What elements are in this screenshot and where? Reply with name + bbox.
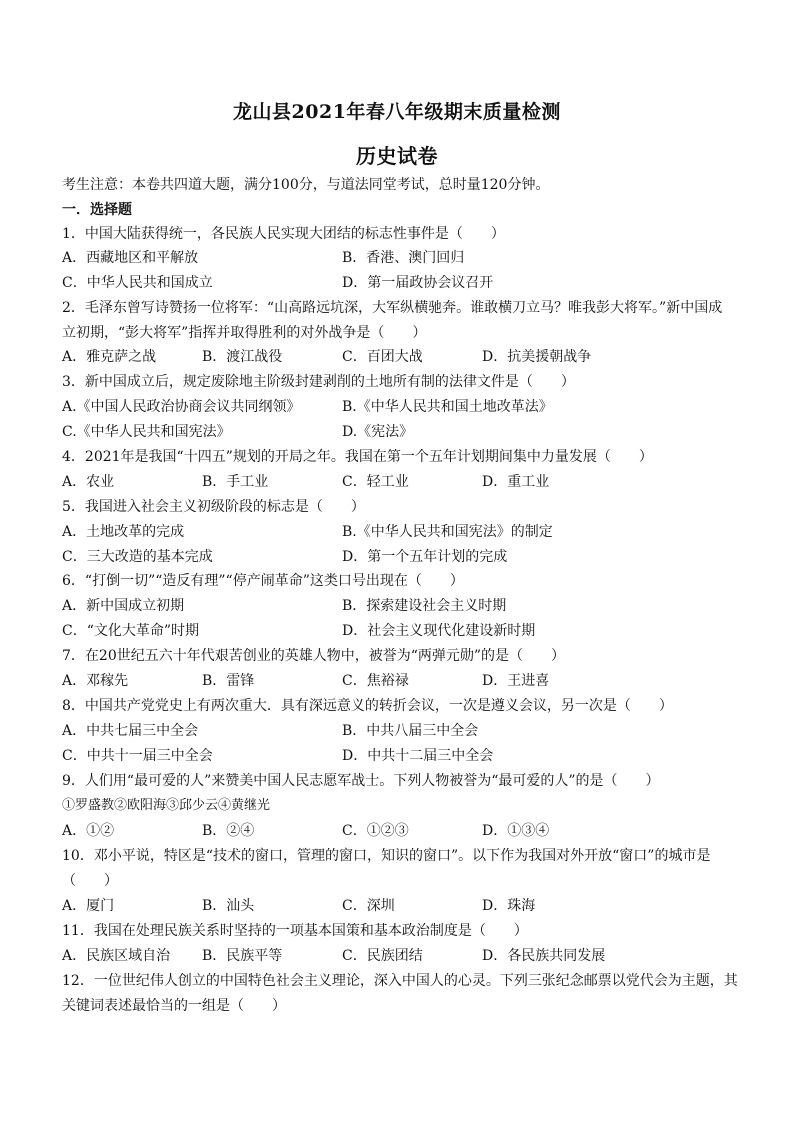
- question-1-option-b: B．香港、澳门回归: [342, 250, 465, 266]
- question-10-option-d: D．珠海: [482, 898, 536, 914]
- question-3-option-b: B.《中华人民共和国土地改革法》: [342, 399, 553, 415]
- section-title: 一．选择题: [62, 202, 132, 218]
- question-9-option-a: A．①②: [62, 823, 115, 839]
- question-11-option-a: A．民族区域自治: [62, 948, 171, 964]
- question-9-option-c: C．①②③: [342, 823, 409, 839]
- question-5-option-a: A．土地改革的完成: [62, 524, 185, 540]
- question-11-option-c: C．民族团结: [342, 948, 423, 964]
- question-6-stem: 6．“打倒一切”“造反有理”“停产闹革命”这类口号出现在（ ）: [62, 573, 464, 589]
- exam-subtitle: 历史试卷: [356, 144, 438, 168]
- question-9-option-b: B．②④: [202, 823, 255, 839]
- question-1-option-c: C．中华人民共和国成立: [62, 275, 213, 291]
- question-2-option-c: C．百团大战: [342, 349, 423, 365]
- question-3-option-a: A.《中国人民政治协商会议共同纲领》: [62, 399, 301, 415]
- question-8-option-b: B．中共八届三中全会: [342, 723, 479, 739]
- question-8-option-c: C．中共十一届三中全会: [62, 748, 213, 764]
- question-5-option-b: B.《中华人民共和国宪法》的制定: [342, 524, 553, 540]
- question-4-option-b: B．手工业: [202, 474, 269, 490]
- question-10-option-c: C．深圳: [342, 898, 395, 914]
- question-11-stem: 11．我国在处理民族关系时坚持的一项基本国策和基本政治制度是（ ）: [62, 923, 528, 939]
- question-7-option-b: B．雷锋: [202, 673, 255, 689]
- question-8-option-a: A．中共七届三中全会: [62, 723, 199, 739]
- question-6-option-b: B．探索建设社会主义时期: [342, 598, 507, 614]
- question-4-option-c: C．轻工业: [342, 474, 409, 490]
- question-7-option-a: A．邓稼先: [62, 673, 129, 689]
- question-8-stem: 8．中国共产党党史上有两次重大．具有深远意义的转折会议，一次是遵义会议，另一次是（ ）: [62, 698, 673, 714]
- question-11-option-d: D．各民族共同发展: [482, 948, 606, 964]
- question-5-option-d: D．第一个五年计划的完成: [342, 549, 508, 565]
- question-8-option-d: D．中共十二届三中全会: [342, 748, 494, 764]
- question-6-option-d: D．社会主义现代化建设新时期: [342, 623, 536, 639]
- question-2-option-a: A．雅克萨之战: [62, 349, 157, 365]
- question-6-option-a: A．新中国成立初期: [62, 598, 185, 614]
- question-4-option-d: D．重工业: [482, 474, 550, 490]
- exam-notice: 考生注意：本卷共四道大题，满分100分，与道法同堂考试，总时量120分钟。: [62, 177, 550, 193]
- question-4-stem: 4．2021年是我国“十四五”规划的开局之年。我国在第一个五年计划期间集中力量发展（ ）: [62, 449, 653, 465]
- exam-title: 龙山县2021年春八年级期末质量检测: [233, 101, 561, 123]
- question-9-option-d: D．①③④: [482, 823, 550, 839]
- question-10-stem-cont: （ ）: [62, 873, 118, 889]
- question-2-option-d: D．抗美援朝战争: [482, 349, 592, 365]
- question-7-stem: 7．在20世纪五六十年代艰苦创业的英雄人物中，被誉为“两弹元勋”的是（ ）: [62, 648, 566, 664]
- question-1-option-d: D．第一届政协会议召开: [342, 275, 494, 291]
- question-3-option-c: C.《中华人民共和国宪法》: [62, 424, 231, 440]
- question-6-option-c: C．“文化大革命”时期: [62, 623, 200, 639]
- question-3-option-d: D.《宪法》: [342, 424, 414, 440]
- question-4-option-a: A．农业: [62, 474, 115, 490]
- question-12-stem-cont: 关键词表述最恰当的一组是（ ）: [62, 998, 286, 1014]
- question-11-option-b: B．民族平等: [202, 948, 283, 964]
- question-10-option-a: A．厦门: [62, 898, 115, 914]
- question-5-stem: 5．我国进入社会主义初级阶段的标志是（ ）: [62, 499, 365, 515]
- question-10-stem: 10．邓小平说，特区是“技术的窗口，管理的窗口，知识的窗口”。以下作为我国对外开放“窗口”的城市是: [62, 848, 711, 864]
- question-2-stem: 2．毛泽东曾写诗赞扬一位将军：“山高路远坑深，大军纵横驰奔。谁敢横刀立马？唯我彭大将军。”新中国成: [62, 300, 723, 316]
- question-12-stem: 12．一位世纪伟人创立的中国特色社会主义理论，深入中国人的心灵。下列三张纪念邮票以党代会为主题，其: [62, 973, 738, 989]
- question-2-stem-cont: 立初期，“彭大将军”指挥并取得胜利的对外战争是（ ）: [62, 325, 427, 341]
- question-10-option-b: B．汕头: [202, 898, 255, 914]
- question-7-option-d: D．王进喜: [482, 673, 550, 689]
- question-9-stem: 9．人们用“最可爱的人”来赞美中国人民志愿军战士。下列人物被誉为“最可爱的人”的是（ ）: [62, 773, 660, 789]
- question-3-stem: 3．新中国成立后，规定废除地主阶级封建剥削的土地所有制的法律文件是（ ）: [62, 374, 575, 390]
- question-5-option-c: C．三大改造的基本完成: [62, 549, 213, 565]
- question-9-stem-cont: ①罗盛教②欧阳海③邱少云④黄继光: [62, 798, 271, 813]
- question-1-option-a: A．西藏地区和平解放: [62, 250, 199, 266]
- question-2-option-b: B．渡江战役: [202, 349, 283, 365]
- question-7-option-c: C．焦裕禄: [342, 673, 409, 689]
- question-1-stem: 1．中国大陆获得统一，各民族人民实现大团结的标志性事件是（ ）: [62, 226, 505, 242]
